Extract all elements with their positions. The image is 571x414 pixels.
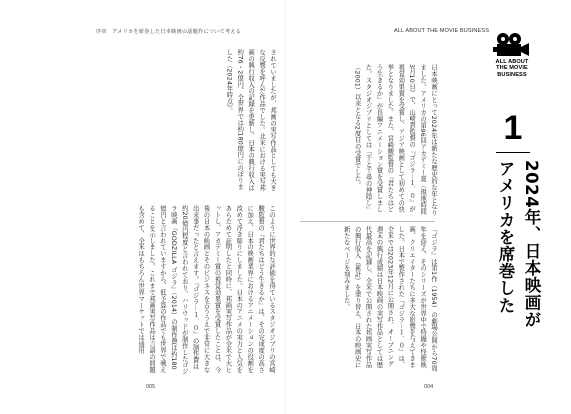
paragraph-divider xyxy=(300,221,435,222)
left-page-lower-text: このように世界的な評価を得ているスタジオジブリの宮崎駿監督の『君たちはどう生きるか』は、その完成度の高さに加え、日本の映画業界におけるアニメーションの役割を改めて浮き彫りにしました。日本のアニメの実力と人気をあらためて証明したと同時に、邦画実写作品が全米で大ヒットし、アカデミー賞の視覚効果賞を受賞したことは、今後の日本の映画とそのビジネスを占ううえで非常に大きな出来事だったと言えます。『ゴジラ－１．０』の制作費は約20億円程度と言われており、ハリウッドが制作したゴジラ映画『GODZILLA ゴジラ』（2014）の制作費は約180億円と言われていますから、低予算の作品でも世界で戦えることを示しました。これまで邦画実写作品は言語の問題も含めて、全米はもちろん世界マーケットでは通用 xyxy=(137,205,275,375)
badge-line-3: BUSINESS xyxy=(497,71,527,78)
page-number-right: 004 xyxy=(424,384,434,390)
chapter-title xyxy=(482,160,544,390)
chapter-number: 1 xyxy=(503,109,523,147)
left-page-upper-text: されていましたが、邦画の実写作品としても大きな反響を呼んだ作品でした。北米における実写邦画の興行収入の記録を更新し、日本の興行収入は約76・2億円、全世界では約180億円にのぼりました（2024年時点）。 xyxy=(225,49,276,191)
chapter-title-line-1: 2024年、日本映画が xyxy=(522,160,541,329)
chapter-badge xyxy=(489,32,535,110)
badge-label xyxy=(489,59,535,78)
page-number-left: 005 xyxy=(146,384,156,390)
running-head-right: ALL ABOUT THE MOVIE BUSINESS xyxy=(394,28,490,34)
badge-line-1: ALL ABOUT xyxy=(495,59,529,65)
right-page-upper-text: 日本映画にとって2024年は新たな歴史的な年となりました。アメリカの第96回アカデミー賞（現地時間3月10日）で、山崎貴監督の『ゴジラ－１．０』が視覚効果賞を受賞し、アジア映画として初めての快挙となりました。また、宮崎駿監督の『君たちはどう生きるか』が長編アニメーション賞を受賞しました。スタジオジブリとしては『千と千尋の神隠し』（2001）以来となる2度目の受賞でした。 xyxy=(353,64,437,217)
right-page-lower-text: 『ゴジラ』は第1作（1954）の劇場公開から70周年を迎え、そのシリーズが世界中で特撮や怪獣映画、クリエイターたちに多大な影響を与えてきました。日本で製作された『ゴジラ－１．０』は、全米では2023年12月に公開され、オープニング週末の興行成績は日本映画の実写作品としては歴代最高を記録し、全米で公開された邦画実写作品の興行収入（累計）を塗り替え、日本の映画史に新たなページを刻みました。 xyxy=(342,226,437,372)
chapter-title-line-2: アメリカを席巻した xyxy=(496,160,515,314)
chapter-rule xyxy=(496,152,530,153)
film-camera-icon xyxy=(493,32,531,58)
running-head-left: 序章 アメリカを席巻した日本映画の話題作について考える xyxy=(96,29,241,35)
badge-line-2: THE MOVIE xyxy=(496,65,528,72)
